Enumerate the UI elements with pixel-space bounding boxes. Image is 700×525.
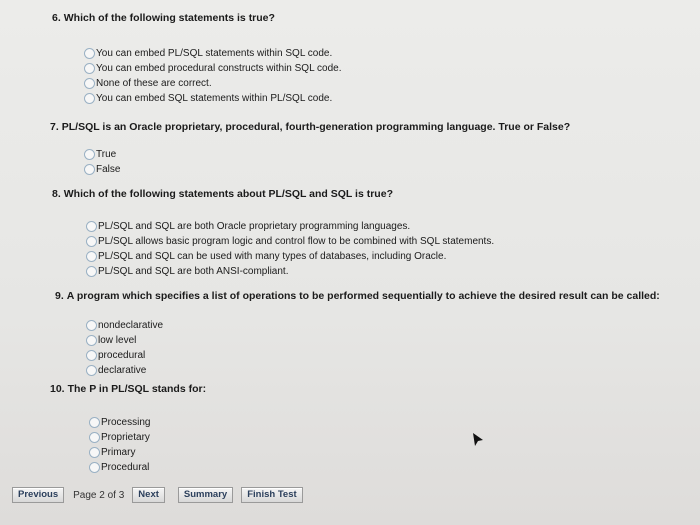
option-radio[interactable]: PL/SQL and SQL are both ANSI-compliant. [86, 264, 494, 279]
option-radio[interactable]: Primary [89, 445, 150, 460]
radio-button[interactable] [86, 365, 97, 376]
question-7-options [84, 147, 120, 177]
option-radio[interactable]: You can embed procedural constructs within SQL code. [84, 61, 342, 76]
radio-button[interactable] [89, 432, 100, 443]
question-10-text: 10. The P in PL/SQL stands for: [50, 383, 207, 395]
option-radio[interactable]: Procedural [89, 460, 150, 475]
question-9-options [86, 318, 163, 378]
mouse-pointer-icon [471, 432, 485, 448]
option-radio[interactable]: low level [86, 333, 163, 348]
option-radio[interactable]: PL/SQL allows basic program logic and control flow to be combined with SQL statements. [86, 234, 494, 249]
question-10-options [89, 415, 150, 475]
finish-test-button[interactable]: Finish Test [241, 487, 302, 503]
radio-button[interactable] [89, 462, 100, 473]
radio-button[interactable] [84, 78, 95, 89]
radio-button[interactable] [86, 266, 97, 277]
radio-button[interactable] [84, 149, 95, 160]
option-radio[interactable]: True [84, 147, 120, 162]
question-7-text: 7. PL/SQL is an Oracle proprietary, procedural, fourth-generation programming language. True or False? [50, 121, 571, 133]
question-9-text: 9. A program which specifies a list of operations to be performed sequentially to achieve the desired result can be called: [55, 290, 660, 302]
radio-button[interactable] [84, 48, 95, 59]
radio-button[interactable] [89, 447, 100, 458]
radio-button[interactable] [86, 335, 97, 346]
question-9 [55, 290, 660, 302]
question-8 [52, 188, 393, 200]
question-8-text: 8. Which of the following statements about PL/SQL and SQL is true? [52, 188, 393, 200]
option-radio[interactable]: procedural [86, 348, 163, 363]
radio-button[interactable] [84, 63, 95, 74]
radio-button[interactable] [84, 93, 95, 104]
next-button[interactable]: Next [132, 487, 165, 503]
option-radio[interactable]: None of these are correct. [84, 76, 342, 91]
question-7 [50, 121, 570, 133]
previous-button[interactable]: Previous [12, 487, 64, 503]
option-radio[interactable]: PL/SQL and SQL can be used with many types of databases, including Oracle. [86, 249, 494, 264]
question-6-options [84, 46, 342, 106]
radio-button[interactable] [86, 251, 97, 262]
navigation-bar [12, 486, 303, 504]
option-radio[interactable]: nondeclarative [86, 318, 163, 333]
radio-button[interactable] [86, 320, 97, 331]
option-radio[interactable]: Proprietary [89, 430, 150, 445]
option-radio[interactable]: declarative [86, 363, 163, 378]
page-indicator: Page 2 of 3 [73, 489, 125, 501]
option-radio[interactable]: You can embed PL/SQL statements within SQL code. [84, 46, 342, 61]
option-radio[interactable]: False [84, 162, 120, 177]
question-6 [52, 12, 275, 24]
question-6-text: 6. Which of the following statements is true? [52, 12, 275, 24]
radio-button[interactable] [89, 417, 100, 428]
radio-button[interactable] [84, 164, 95, 175]
option-radio[interactable]: Processing [89, 415, 150, 430]
radio-button[interactable] [86, 236, 97, 247]
option-radio[interactable]: You can embed SQL statements within PL/SQL code. [84, 91, 342, 106]
summary-button[interactable]: Summary [178, 487, 233, 503]
question-10 [50, 383, 206, 395]
question-8-options [86, 219, 494, 279]
option-radio[interactable]: PL/SQL and SQL are both Oracle proprietary programming languages. [86, 219, 494, 234]
radio-button[interactable] [86, 350, 97, 361]
radio-button[interactable] [86, 221, 97, 232]
